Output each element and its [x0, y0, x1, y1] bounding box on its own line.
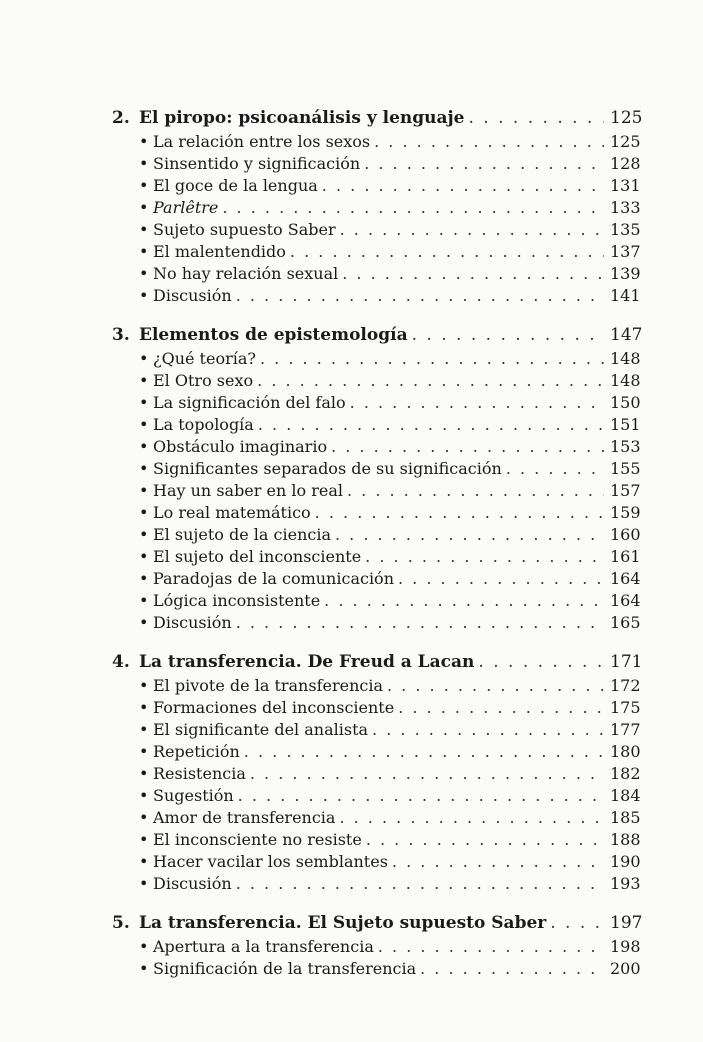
- toc-item: [112, 697, 640, 719]
- item-title: Paradojas de la comunicación: [153, 569, 394, 588]
- bullet-icon: •: [139, 808, 149, 827]
- toc-item: [112, 153, 640, 175]
- bullet-icon: •: [139, 393, 149, 412]
- item-title: Lo real matemático: [153, 503, 311, 522]
- item-title: Significantes separados de su significación: [153, 459, 502, 478]
- page-number: 128: [610, 154, 641, 173]
- page-number: 125: [610, 108, 643, 128]
- toc-item: [112, 219, 640, 241]
- item-title: Hay un saber en lo real: [153, 481, 343, 500]
- dot-leader: [387, 675, 604, 697]
- bullet-icon: •: [139, 742, 149, 761]
- item-title: Apertura a la transferencia: [153, 937, 374, 956]
- dot-leader: [506, 458, 604, 480]
- page-number: 188: [610, 830, 641, 849]
- page-number: 185: [610, 808, 641, 827]
- dot-leader: [364, 153, 604, 175]
- item-title: La topología: [153, 415, 254, 434]
- page-number: 137: [610, 242, 641, 261]
- item-title: Parlêtre: [153, 198, 219, 217]
- toc-item: [112, 241, 640, 263]
- chapter-3: [112, 323, 643, 634]
- item-title: El sujeto del inconsciente: [153, 547, 362, 566]
- dot-leader: [315, 502, 604, 524]
- dot-leader: [392, 851, 604, 873]
- dot-leader: [347, 480, 604, 502]
- dot-leader: [398, 568, 604, 590]
- dot-leader: [478, 650, 604, 675]
- toc-item: [112, 524, 640, 546]
- page-number: 165: [610, 613, 641, 632]
- page-number: 177: [610, 720, 641, 739]
- chapter-number: 4.: [112, 652, 130, 672]
- dot-leader: [342, 263, 604, 285]
- toc-item: [112, 675, 640, 697]
- page-number: 148: [610, 371, 641, 390]
- dot-leader: [468, 106, 604, 131]
- chapter-heading: [112, 911, 643, 936]
- item-title: Obstáculo imaginario: [153, 437, 328, 456]
- item-title: El Otro sexo: [153, 371, 254, 390]
- toc-item: [112, 763, 640, 785]
- dot-leader: [257, 370, 604, 392]
- dot-leader: [236, 873, 604, 895]
- chapter-2: [112, 106, 643, 307]
- page-number: 193: [610, 874, 641, 893]
- dot-leader: [236, 285, 604, 307]
- dot-leader: [290, 241, 604, 263]
- toc-item: [112, 392, 640, 414]
- bullet-icon: •: [139, 830, 149, 849]
- dot-leader: [340, 219, 604, 241]
- page-number: 125: [610, 132, 641, 151]
- chapter-title: La transferencia. De Freud a Lacan: [139, 652, 475, 672]
- toc-item: [112, 263, 640, 285]
- dot-leader: [374, 131, 604, 153]
- bullet-icon: •: [139, 959, 149, 978]
- item-title: Sugestión: [153, 786, 234, 805]
- item-title: La significación del falo: [153, 393, 346, 412]
- toc-item: [112, 936, 640, 958]
- item-title: Formaciones del inconsciente: [153, 698, 395, 717]
- page-number: 141: [610, 286, 641, 305]
- dot-leader: [412, 323, 604, 348]
- dot-leader: [398, 697, 604, 719]
- page-number: 159: [610, 503, 641, 522]
- bullet-icon: •: [139, 220, 149, 239]
- bullet-icon: •: [139, 698, 149, 717]
- item-title: Sujeto supuesto Saber: [153, 220, 336, 239]
- page-number: 155: [610, 459, 641, 478]
- toc-item: [112, 502, 640, 524]
- dot-leader: [420, 958, 604, 980]
- page-number: 190: [610, 852, 641, 871]
- bullet-icon: •: [139, 613, 149, 632]
- toc-item: [112, 741, 640, 763]
- bullet-icon: •: [139, 459, 149, 478]
- item-title: Amor de transferencia: [153, 808, 336, 827]
- bullet-icon: •: [139, 242, 149, 261]
- bullet-icon: •: [139, 852, 149, 871]
- chapter-5: [112, 911, 643, 980]
- page-number: 172: [610, 676, 641, 695]
- item-title: El sujeto de la ciencia: [153, 525, 331, 544]
- chapter-title: El piropo: psicoanálisis y lenguaje: [139, 108, 465, 128]
- item-title: El malentendido: [153, 242, 286, 261]
- toc-item: [112, 873, 640, 895]
- toc-item: [112, 197, 640, 219]
- item-title: Discusión: [153, 613, 232, 632]
- page-number: 133: [610, 198, 641, 217]
- bullet-icon: •: [139, 764, 149, 783]
- toc-item: [112, 131, 640, 153]
- toc-item: [112, 285, 640, 307]
- page-number: 153: [610, 437, 641, 456]
- page-number: 164: [610, 591, 641, 610]
- dot-leader: [365, 546, 604, 568]
- page-number: 198: [610, 937, 641, 956]
- page-number: 184: [610, 786, 641, 805]
- dot-leader: [366, 829, 604, 851]
- toc-item: [112, 590, 640, 612]
- toc-item: [112, 436, 640, 458]
- chapter-number: 3.: [112, 325, 130, 345]
- toc-item: [112, 480, 640, 502]
- table-of-contents: [112, 106, 643, 996]
- item-title: Lógica inconsistente: [153, 591, 321, 610]
- toc-item: [112, 851, 640, 873]
- item-title: La relación entre los sexos: [153, 132, 371, 151]
- chapter-heading: [112, 650, 643, 675]
- bullet-icon: •: [139, 132, 149, 151]
- page-number: 180: [610, 742, 641, 761]
- item-title: Repetición: [153, 742, 240, 761]
- page-number: 150: [610, 393, 641, 412]
- toc-item: [112, 612, 640, 634]
- chapter-number: 5.: [112, 913, 130, 933]
- bullet-icon: •: [139, 786, 149, 805]
- bullet-icon: •: [139, 591, 149, 610]
- toc-item: [112, 370, 640, 392]
- dot-leader: [372, 719, 604, 741]
- toc-item: [112, 719, 640, 741]
- toc-item: [112, 807, 640, 829]
- page-number: 151: [610, 415, 641, 434]
- toc-item: [112, 414, 640, 436]
- toc-item: [112, 458, 640, 480]
- page-number: 197: [610, 913, 643, 933]
- page-number: 147: [610, 325, 643, 345]
- page-number: 171: [610, 652, 643, 672]
- dot-leader: [550, 911, 604, 936]
- item-title: Discusión: [153, 286, 232, 305]
- item-title: Significación de la transferencia: [153, 959, 417, 978]
- chapter-4: [112, 650, 643, 895]
- page-number: 160: [610, 525, 641, 544]
- item-title: El inconsciente no resiste: [153, 830, 362, 849]
- toc-item: [112, 829, 640, 851]
- page-number: 161: [610, 547, 641, 566]
- page-number: 131: [610, 176, 641, 195]
- item-title: El goce de la lengua: [153, 176, 318, 195]
- bullet-icon: •: [139, 503, 149, 522]
- page-number: 200: [610, 959, 641, 978]
- item-title: El significante del analista: [153, 720, 369, 739]
- chapter-title: La transferencia. El Sujeto supuesto Saber: [139, 913, 547, 933]
- toc-item: [112, 958, 640, 980]
- bullet-icon: •: [139, 437, 149, 456]
- bullet-icon: •: [139, 525, 149, 544]
- page-number: 139: [610, 264, 641, 283]
- bullet-icon: •: [139, 198, 149, 217]
- item-title: Resistencia: [153, 764, 246, 783]
- bullet-icon: •: [139, 176, 149, 195]
- dot-leader: [339, 807, 604, 829]
- page-number: 148: [610, 349, 641, 368]
- item-title: Discusión: [153, 874, 232, 893]
- chapter-number: 2.: [112, 108, 130, 128]
- item-title: No hay relación sexual: [153, 264, 339, 283]
- bullet-icon: •: [139, 481, 149, 500]
- dot-leader: [238, 785, 604, 807]
- page-number: 182: [610, 764, 641, 783]
- toc-item: [112, 175, 640, 197]
- chapter-heading: [112, 106, 643, 131]
- item-title: El pivote de la transferencia: [153, 676, 383, 695]
- dot-leader: [322, 175, 604, 197]
- chapter-heading: [112, 323, 643, 348]
- dot-leader: [331, 436, 604, 458]
- bullet-icon: •: [139, 349, 149, 368]
- dot-leader: [250, 763, 604, 785]
- dot-leader: [324, 590, 604, 612]
- dot-leader: [236, 612, 604, 634]
- bullet-icon: •: [139, 264, 149, 283]
- dot-leader: [335, 524, 604, 546]
- dot-leader: [222, 197, 604, 219]
- chapter-title: Elementos de epistemología: [139, 325, 408, 345]
- item-title: ¿Qué teoría?: [153, 349, 256, 368]
- bullet-icon: •: [139, 154, 149, 173]
- bullet-icon: •: [139, 547, 149, 566]
- page-number: 135: [610, 220, 641, 239]
- bullet-icon: •: [139, 937, 149, 956]
- item-title: Sinsentido y significación: [153, 154, 361, 173]
- toc-item: [112, 348, 640, 370]
- dot-leader: [378, 936, 604, 958]
- toc-item: [112, 546, 640, 568]
- dot-leader: [244, 741, 604, 763]
- bullet-icon: •: [139, 286, 149, 305]
- page-number: 164: [610, 569, 641, 588]
- dot-leader: [260, 348, 604, 370]
- dot-leader: [350, 392, 604, 414]
- page-number: 175: [610, 698, 641, 717]
- bullet-icon: •: [139, 720, 149, 739]
- bullet-icon: •: [139, 415, 149, 434]
- toc-item: [112, 785, 640, 807]
- dot-leader: [258, 414, 604, 436]
- bullet-icon: •: [139, 371, 149, 390]
- toc-item: [112, 568, 640, 590]
- bullet-icon: •: [139, 569, 149, 588]
- page-number: 157: [610, 481, 641, 500]
- bullet-icon: •: [139, 874, 149, 893]
- bullet-icon: •: [139, 676, 149, 695]
- item-title: Hacer vacilar los semblantes: [153, 852, 388, 871]
